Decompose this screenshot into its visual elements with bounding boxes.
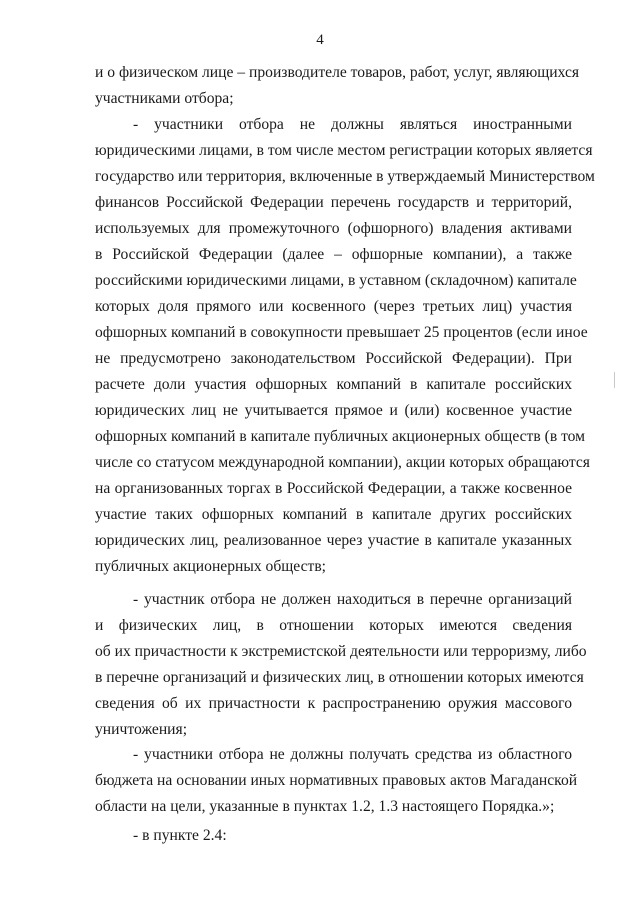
text-line: участниками отбора; (95, 90, 234, 107)
text-line: офшорных компаний в совокупности превышает 25 процентов (если иное (95, 324, 588, 341)
text-line: - участники отбора не должны являться иностранными (133, 116, 572, 133)
text-line: государство или территория, включенные в утверждаемый Министерством (95, 168, 595, 185)
text-line: бюджета на основании иных нормативных правовых актов Магаданской (95, 772, 578, 789)
page-number: 4 (316, 32, 324, 48)
text-line: на организованных торгах в Российской Федерации, а также косвенное (95, 480, 572, 497)
text-line: в перечне организаций и физических лиц, в отношении которых имеются (95, 669, 584, 686)
text-line: в Российской Федерации (далее – офшорные компании), а также (95, 246, 572, 263)
text-line: юридическими лицами, в том числе местом регистрации которых является (95, 142, 593, 159)
text-line: офшорных компаний в капитале публичных акционерных обществ (в том (95, 428, 586, 445)
text-line: которых доля прямого или косвенного (через третьих лиц) участия (95, 298, 572, 315)
text-line: юридических лиц, реализованное через участие в капитале указанных (95, 532, 572, 549)
text-line: сведения об их причастности к распространению оружия массового (95, 695, 572, 712)
text-line: участие таких офшорных компаний в капитале других российских (95, 506, 572, 523)
scan-mark (614, 372, 615, 388)
text-line: российскими юридическими лицами, в уставном (складочном) капитале (95, 272, 577, 289)
text-line: расчете доли участия офшорных компаний в капитале российских (95, 376, 572, 393)
text-line: области на цели, указанные в пунктах 1.2, 1.3 настоящего Порядка.»; (95, 798, 555, 815)
text-line: финансов Российской Федерации перечень государств и территорий, (95, 194, 572, 211)
text-line: не предусмотрено законодательством Российской Федерации). При (95, 350, 572, 367)
text-line: используемых для промежуточного (офшорного) владения активами (95, 220, 572, 237)
text-line: - участник отбора не должен находиться в перечне организаций (133, 591, 572, 608)
text-line: числе со статусом международной компании), акции которых обращаются (95, 454, 590, 471)
text-line: юридических лиц не учитывается прямое и (или) косвенное участие (95, 402, 572, 419)
text-line: - в пункте 2.4: (133, 827, 227, 844)
text-line: об их причастности к экстремистской деятельности или терроризму, либо (95, 643, 587, 660)
text-line: публичных акционерных обществ; (95, 558, 327, 575)
text-line: и физических лиц, в отношении которых имеются сведения (95, 617, 572, 634)
text-line: и о физическом лице – производителе товаров, работ, услуг, являющихся (95, 64, 580, 81)
text-line: - участники отбора не должны получать средства из областного (133, 746, 572, 763)
text-line: уничтожения; (95, 721, 188, 738)
